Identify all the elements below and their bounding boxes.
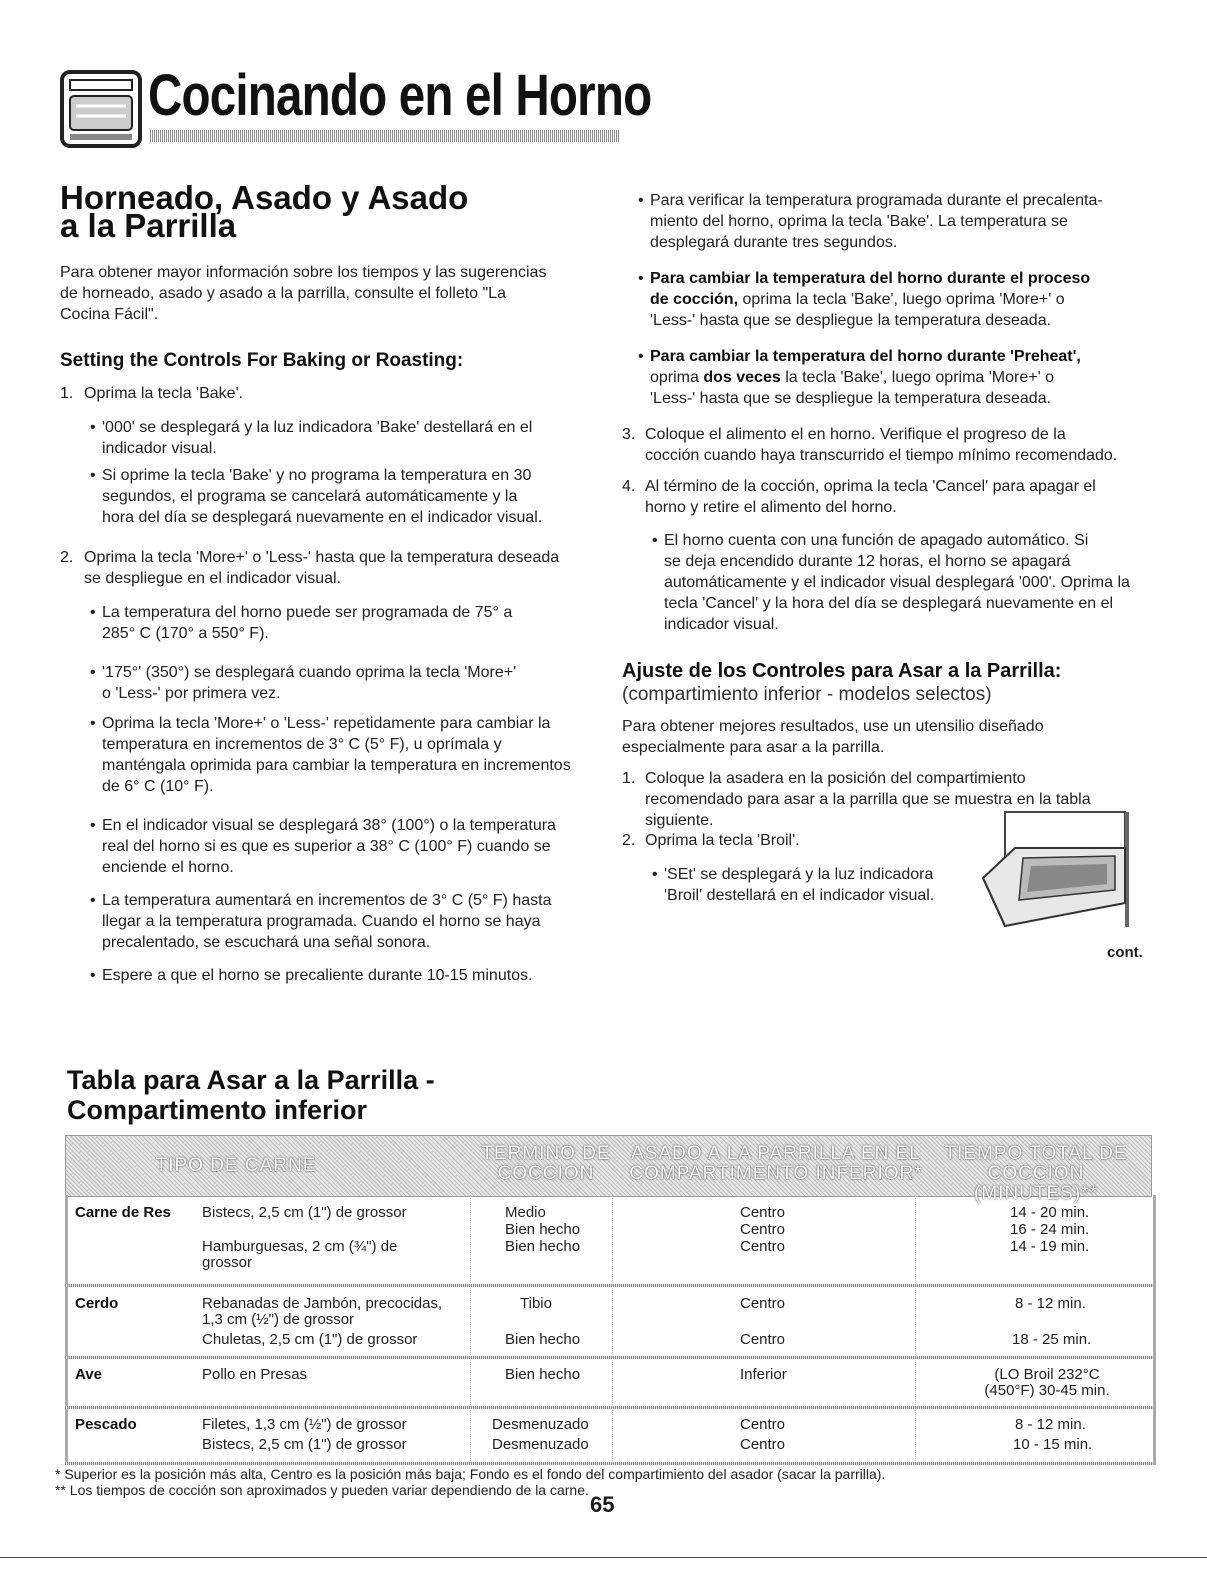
header-doneness: TERMINO DE COCCION: [481, 1143, 611, 1184]
step-2-bullet-1: • La temperatura del horno puede ser programada de 75° a 285° C (170° a 550° F).: [102, 602, 512, 644]
broil-intro: Para obtener mejores resultados, use un utensilio diseñado especialmente para asar a la parrilla.: [622, 718, 1044, 756]
table-cell-doneness: Desmenuzado: [492, 1436, 589, 1453]
step-2: Oprima la tecla 'More+' o 'Less-' hasta que la temperatura deseada se despliegue en el indicador visual.: [84, 549, 560, 587]
table-cell-time: 10 - 15 min.: [1013, 1436, 1093, 1453]
setting-heading: Setting the Controls For Baking or Roasting:: [60, 350, 464, 371]
table-cell-time: 8 - 12 min.: [1015, 1295, 1086, 1312]
step-1-bullet-1: • '000' se desplegará y la luz indicadora 'Bake' destellará en el indicador visual.: [102, 417, 532, 459]
step-4-number: 4.: [622, 478, 636, 495]
step-2-bullet-5: • La temperatura aumentará en incrementos de 3° C (5° F) hasta llegar a la temperatura programada. Cuando el horno se haya precalentado, se escuchará una señal sonora.: [102, 890, 551, 953]
page-title: Cocinando en el Horno: [148, 63, 652, 128]
step-3-number: 3.: [622, 426, 636, 443]
right-bullet-3: • Para cambiar la temperatura del horno durante 'Preheat', oprima dos veces la tecla 'Bake', luego oprima 'More+' o 'Less-' hasta que se despliegue la temperatura deseada.: [650, 346, 1150, 409]
broil-step-1-number: 1.: [622, 770, 636, 787]
table-row-category: Carne de Res: [75, 1204, 171, 1221]
table-cell-doneness: Bien hecho: [505, 1221, 581, 1238]
table-cell-cut: Hamburguesas, 2 cm (¾") de grossor: [202, 1238, 398, 1271]
table-cell-position: Centro: [740, 1204, 786, 1221]
row-divider: [65, 1356, 1153, 1359]
oven-icon: [60, 70, 142, 148]
step-2-number: 2.: [60, 549, 74, 566]
step-2-bullet-3: • Oprima la tecla 'More+' o 'Less-' repetidamente para cambiar la temperatura en incrementos de 3° C (5° F), u oprímala y manténgala oprimida para cambiar la temperatura en incrementos de 6° C (10° F).: [102, 713, 571, 797]
broil-heading: Ajuste de los Controles para Asar a la Parrilla:: [622, 660, 1062, 682]
table-cell-doneness: Medio: [505, 1204, 546, 1221]
table-cell-time: 18 - 25 min.: [1012, 1331, 1092, 1348]
table-cell-cut: Bistecs, 2,5 cm (1") de grossor: [202, 1204, 407, 1221]
page-number: 65: [590, 1492, 615, 1517]
broiler-drawer-illustration: [975, 808, 1155, 933]
header-meat-type: TIPO DE CARNE: [155, 1155, 317, 1176]
table-row-category: Ave: [75, 1366, 102, 1383]
right-bullet-1: • Para verificar la temperatura programada durante el precalenta- miento del horno, oprima la tecla 'Bake'. La temperatura se desplegará durante tres segundos.: [650, 190, 1103, 253]
table-cell-position: Centro: [740, 1416, 786, 1433]
row-divider: [65, 1284, 1153, 1287]
title-rule: [150, 130, 620, 142]
continued-label: cont.: [1107, 944, 1143, 961]
header-rack-position: ASADO A LA PARRILLA EN EL COMPARTIMENTO INFERIOR*: [629, 1143, 923, 1184]
table-cell-time: 14 - 19 min.: [1010, 1238, 1090, 1255]
row-divider: [65, 1406, 1153, 1409]
broil-step-2: Oprima la tecla 'Broil'.: [645, 832, 800, 849]
table-cell-position: Inferior: [740, 1366, 787, 1383]
step-2-bullet-2: • '175°' (350°) se desplegará cuando oprima la tecla 'More+' o 'Less-' por primera vez.: [102, 662, 516, 704]
right-bullet-2: • Para cambiar la temperatura del horno durante el proceso de cocción, oprima la tecla 'Bake', luego oprima 'More+' o 'Less-' hasta que se despliegue la temperatura deseada.: [650, 268, 1150, 331]
table-title: Tabla para Asar a la Parrilla - Compartimento inferior: [67, 1065, 435, 1125]
table-cell-cut: Bistecs, 2,5 cm (1") de grossor: [202, 1436, 407, 1453]
step-1-bullet-2: • Si oprime la tecla 'Bake' y no programa la temperatura en 30 segundos, el programa se cancelará automáticamente y la hora del día se desplegará nuevamente en el indicador visual.: [102, 465, 542, 528]
table-cell-time: 14 - 20 min.: [1010, 1204, 1090, 1221]
table-cell-doneness: Tibio: [520, 1295, 552, 1312]
table-cell-position: Centro: [740, 1295, 786, 1312]
step-1: Oprima la tecla 'Bake'.: [84, 385, 244, 402]
table-cell-position: Centro: [740, 1436, 786, 1453]
table-cell-position: Centro: [740, 1238, 786, 1255]
table-cell-time: 16 - 24 min.: [1010, 1221, 1090, 1238]
broil-step-1: Coloque la asadera en la posición del compartimiento recomendado para asar a la parrilla que se muestra en la tabla siguiente.: [645, 770, 1091, 829]
step-2-bullet-6: • Espere a que el horno se precaliente durante 10-15 minutos.: [102, 965, 533, 986]
table-cell-cut: Pollo en Presas: [202, 1366, 308, 1383]
table-header: [65, 1135, 1152, 1204]
footnote-1: * Superior es la posición más alta, Centro es la posición más baja; Fondo es el fondo del compartimiento del asador (sacar la parrilla).: [55, 1466, 886, 1482]
step-2-bullet-4: • En el indicador visual se desplegará 38° (100°) o la temperatura real del horno si es que es superior a 38° C (100° F) cuando se enciende el horno.: [102, 815, 556, 878]
table-bottom-border: [65, 1462, 1153, 1465]
table-cell-time: (LO Broil 232°C (450°F) 30-45 min.: [984, 1366, 1110, 1399]
step-3: Coloque el alimento el en horno. Verifique el progreso de la cocción cuando haya transcurrido el tiempo mínimo recomendado.: [645, 426, 1118, 464]
intro-text: Para obtener mayor información sobre los tiempos y las sugerencias de horneado, asado y asado a la parrilla, consulte el folleto "La Cocina Fácil".: [60, 264, 547, 323]
step-1-number: 1.: [60, 385, 74, 402]
step-4: Al término de la cocción, oprima la tecla 'Cancel' para apagar el horno y retire el alimento del horno.: [645, 478, 1096, 516]
table-cell-cut: Filetes, 1,3 cm (½") de grossor: [202, 1416, 407, 1433]
table-cell-cut: Chuletas, 2,5 cm (1") de grossor: [202, 1331, 418, 1348]
table-cell-position: Centro: [740, 1221, 786, 1238]
table-row-category: Pescado: [75, 1416, 137, 1433]
table-cell-cut: Rebanadas de Jambón, precocidas, 1,3 cm (½") de grossor: [202, 1295, 443, 1328]
table-cell-position: Centro: [740, 1331, 786, 1348]
table-cell-doneness: Bien hecho: [505, 1238, 581, 1255]
table-cell-doneness: Bien hecho: [505, 1366, 581, 1383]
broil-subheading: (compartimiento inferior - modelos selectos): [622, 684, 992, 705]
table-cell-doneness: Desmenuzado: [492, 1416, 589, 1433]
table-cell-doneness: Bien hecho: [505, 1331, 581, 1348]
bottom-rule: [0, 1557, 1207, 1558]
section-heading: Horneado, Asado y Asado a la Parrilla: [60, 179, 469, 244]
table-row-category: Cerdo: [75, 1295, 119, 1312]
broil-step-2-number: 2.: [622, 832, 636, 849]
header-cook-time: TIEMPO TOTAL DE COCCION (MINUTES)**: [944, 1143, 1128, 1204]
footnote-2: ** Los tiempos de cocción son aproximados y pueden variar dependiendo de la carne.: [55, 1482, 589, 1498]
broil-step-2-bullet: • 'SEt' se desplegará y la luz indicadora 'Broil' destellará en el indicador visual.: [664, 864, 934, 906]
step-4-bullet-1: • El horno cuenta con una función de apagado automático. Si se deja encendido durante 12 horas, el horno se apagará automáticamente y el indicador visual desplegará '000'. Oprima la tecla 'Cancel' y la hora del día se desplegará nuevamente en el indicador visual.: [664, 530, 1130, 635]
table-cell-time: 8 - 12 min.: [1015, 1416, 1086, 1433]
